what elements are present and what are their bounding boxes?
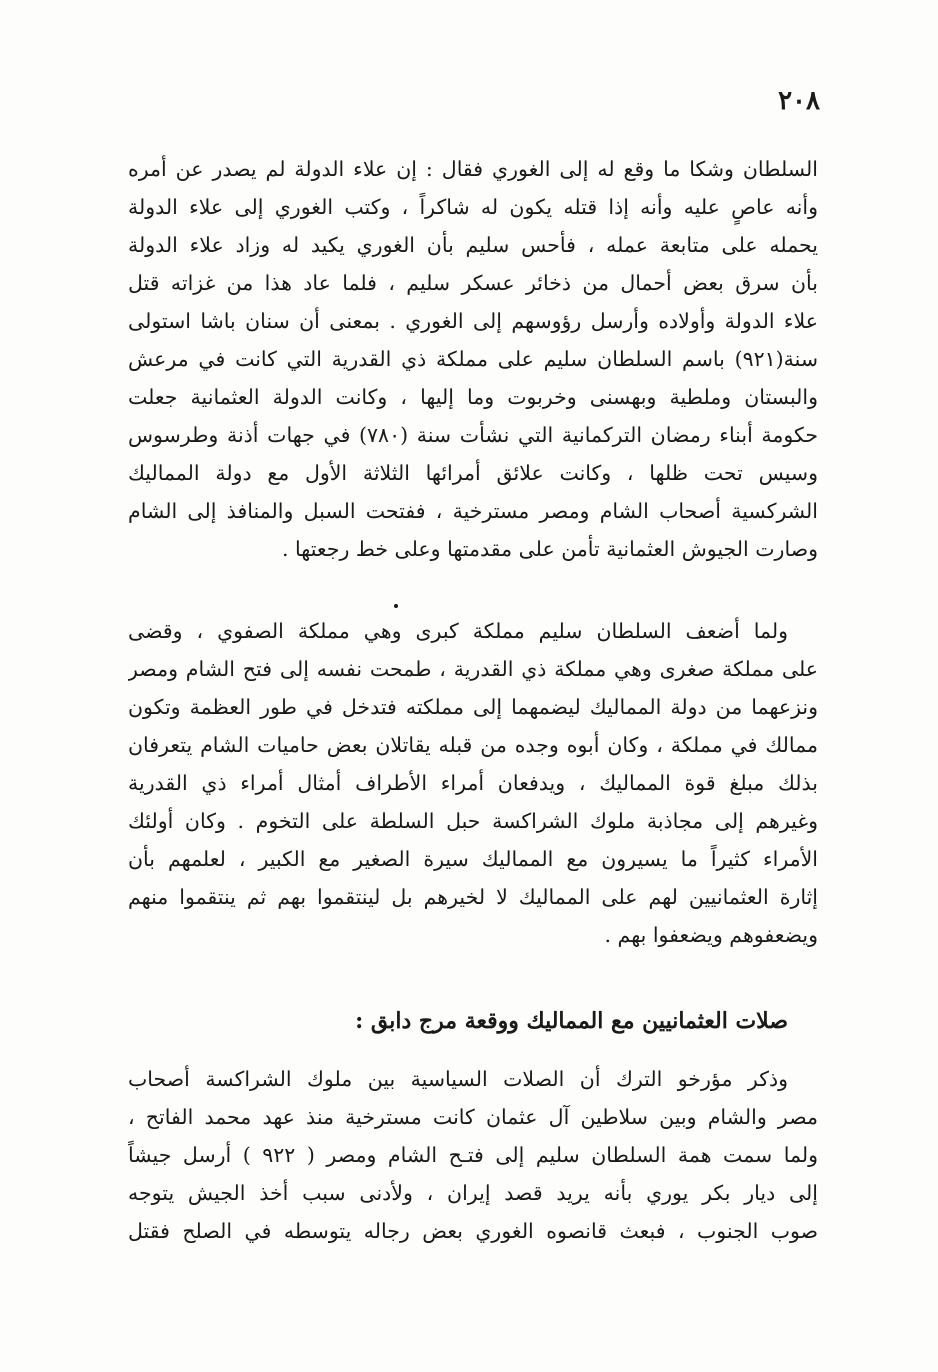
text-line: وأنه عاصٍ عليه وأنه إذا قتله يكون له شاكراً ، وكتب الغوري إلى علاء الدولة — [128, 195, 818, 219]
text-line: وصارت الجيوش العثمانية تأمن على مقدمتها وعلى خط رجعتها . — [282, 537, 818, 561]
paragraph-1 — [128, 150, 818, 568]
text-line: علاء الدولة وأولاده وأرسل رؤوسهم إلى الغوري . بمعنى أن سنان باشا استولى — [128, 309, 818, 333]
text-line: مصر والشام وبين سلاطين آل عثمان كانت مسترخية منذ عهد محمد الفاتح ، — [128, 1105, 818, 1129]
text-line: بذلك مبلغ قوة المماليك ، ويدفعان أمراء الأطراف أمثال أمراء ذي القدرية — [128, 771, 818, 795]
section-heading: صلات العثمانيين مع المماليك ووقعة مرج دابق : — [355, 1008, 788, 1034]
paragraph-2 — [128, 612, 818, 954]
text-line: وسيس تحت ظلها ، وكانت علائق أمرائها الثلاثة الأول مع دولة المماليك — [128, 461, 818, 485]
text-line: والبستان وملطية وبهسنى وخربوت وما إليها ، وكانت الدولة العثمانية جعلت — [128, 385, 818, 409]
print-speck — [394, 604, 398, 608]
text-line: ولما أضعف السلطان سليم مملكة كبرى وهي مملكة الصفوي ، وقضى — [128, 619, 788, 643]
text-line: إلى ديار بكر يوري بأنه يريد قصد إيران ، ولأدنى سبب أخذ الجيش يتوجه — [128, 1181, 818, 1205]
text-line: سنة(٩٢١) باسم السلطان سليم على مملكة ذي القدرية التي كانت في مرعش — [128, 347, 818, 371]
text-line: ونزعهما من دولة المماليك ليضمهما إلى مملكته فتدخل في طور العظمة وتكون — [128, 695, 818, 719]
text-line: ممالك في مملكة ، وكان أبوه وجده من قبله يقاتلان بعض حاميات الشام يتعرفان — [128, 733, 818, 757]
paragraph-3 — [128, 1060, 818, 1250]
text-line: صوب الجنوب ، فبعث قانصوه الغوري بعض رجاله يتوسطه في الصلح فقتل — [128, 1219, 818, 1243]
text-line: ويضعفوهم ويضعفوا بهم . — [604, 923, 818, 947]
text-line: حكومة أبناء رمضان التركمانية التي نشأت سنة (٧٨٠) في جهات أذنة وطرسوس — [128, 423, 818, 447]
text-line: السلطان وشكا ما وقع له إلى الغوري فقال : إن علاء الدولة لم يصدر عن أمره — [128, 157, 818, 181]
text-line: وذكر مؤرخو الترك أن الصلات السياسية بين ملوك الشراكسة أصحاب — [128, 1067, 788, 1091]
text-line: بأن سرق بعض أحمال من ذخائر عسكر سليم ، فلما عاد هذا من غزاته قتل — [128, 271, 818, 295]
text-line: ولما سمت همة السلطان سليم إلى فتـح الشام ومصر ( ٩٢٢ ) أرسل جيشاً — [128, 1143, 818, 1167]
text-line: إثارة العثمانيين لهم على المماليك لا لخيرهم بل لينتقموا بهم ثم ينتقموا منهم — [128, 885, 818, 909]
text-line: الأمراء كثيراً ما يسيرون مع المماليك سيرة الصغير مع الكبير ، لعلمهم بأن — [128, 847, 818, 871]
text-line: وغيرهم إلى مجاذبة ملوك الشراكسة حبل السلطة على التخوم . وكان أولئك — [128, 809, 818, 833]
text-line: على مملكة صغرى وهي مملكة ذي القدرية ، طمحت نفسه إلى فتح الشام ومصر — [128, 657, 818, 681]
page-number: ٢٠٨ — [778, 86, 820, 116]
text-line: الشركسية أصحاب الشام ومصر مسترخية ، ففتحت السبل والمنافذ إلى الشام — [128, 499, 818, 523]
text-line: يحمله على متابعة عمله ، فأحس سليم بأن الغوري يكيد له وزاد علاء الدولة — [128, 233, 818, 257]
